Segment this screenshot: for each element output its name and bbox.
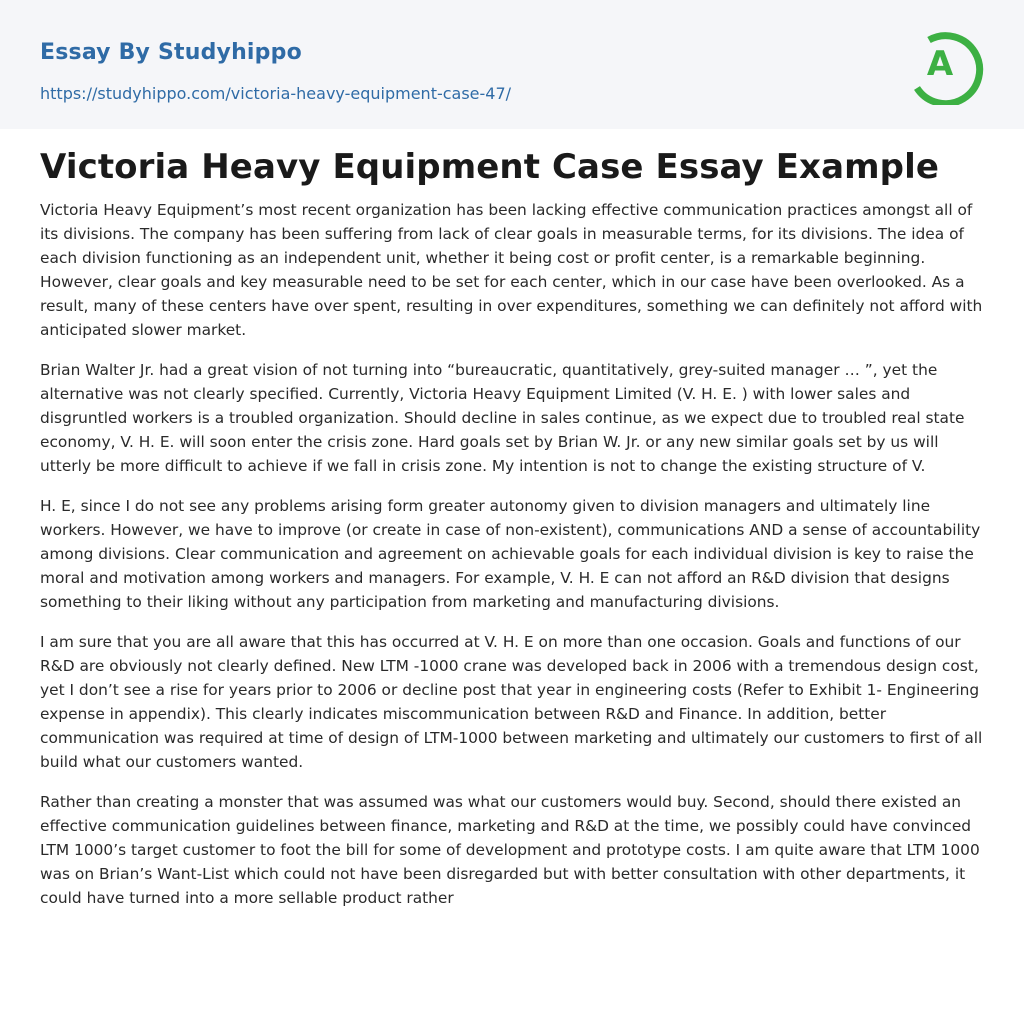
site-title[interactable]: Essay By Studyhippo <box>40 40 302 65</box>
essay-url-link[interactable]: https://studyhippo.com/victoria-heavy-equipment-case-47/ <box>40 84 512 103</box>
logo-letter: A <box>926 44 954 84</box>
essay-paragraph: Brian Walter Jr. had a great vision of not turning into “bureaucratic, quantitatively, grey-suited manager … ”, yet the alternative was not clearly specified. Currently, Victoria Heavy Equipment Limited (V. H. E. ) with lower sales and disgruntled workers is a troubled organization. Should decline in sales continue, as we expect due to troubled real state economy, V. H. E. will soon enter the crisis zone. Hard goals set by Brian W. Jr. or any new similar goals set by us will utterly be more difficult to achieve if we fall in crisis zone. My intention is not to change the existing structure of V. <box>40 361 965 475</box>
page-title: Victoria Heavy Equipment Case Essay Example <box>40 147 940 187</box>
article <box>40 143 985 926</box>
essay-paragraph: I am sure that you are all aware that this has occurred at V. H. E on more than one occasion. Goals and functions of our R&D are obviously not clearly defined. New LTM -1000 crane was developed back in 2006 with a tremendous design cost, yet I don’t see a rise for years prior to 2006 or decline post that year in engineering costs (Refer to Exhibit 1- Engineering expense in appendix). This clearly indicates miscommunication between R&D and Finance. In addition, better communication was required at time of design of LTM-1000 between marketing and ultimately our customers to first of all build what our customers wanted. <box>40 633 983 771</box>
essay-paragraph: Rather than creating a monster that was assumed was what our customers would buy. Second, should there existed an effective communication guidelines between finance, marketing and R&D at the time, we possibly could have convinced LTM 1000’s target customer to foot the bill for some of development and prototype costs. I am quite aware that LTM 1000 was on Brian’s Want-List which could not have been disregarded but with better consultation with other departments, it could have turned into a more sellable product rather <box>40 793 980 907</box>
essay-paragraph: H. E, since I do not see any problems arising form greater autonomy given to division managers and ultimately line workers. However, we have to improve (or create in case of non-existent), communications AND a sense of accountability among divisions. Clear communication and agreement on achievable goals for each individual division is key to raise the moral and motivation among workers and managers. For example, V. H. E can not afford an R&D division that designs something to their liking without any participation from marketing and manufacturing divisions. <box>40 497 981 611</box>
header-bar <box>0 0 1024 129</box>
essay-paragraph: Victoria Heavy Equipment’s most recent organization has been lacking effective communication practices amongst all of its divisions. The company has been suffering from lack of clear goals in measurable terms, for its divisions. The idea of each division functioning as an independent unit, whether it being cost or profit center, is a remarkable beginning. However, clear goals and key measurable need to be set for each center, which in our case have been overlooked. As a result, many of these centers have over spent, resulting in over expenditures, something we can definitely not afford with anticipated slower market. <box>40 201 983 339</box>
circle-letter-a-logo-icon[interactable] <box>913 19 985 105</box>
